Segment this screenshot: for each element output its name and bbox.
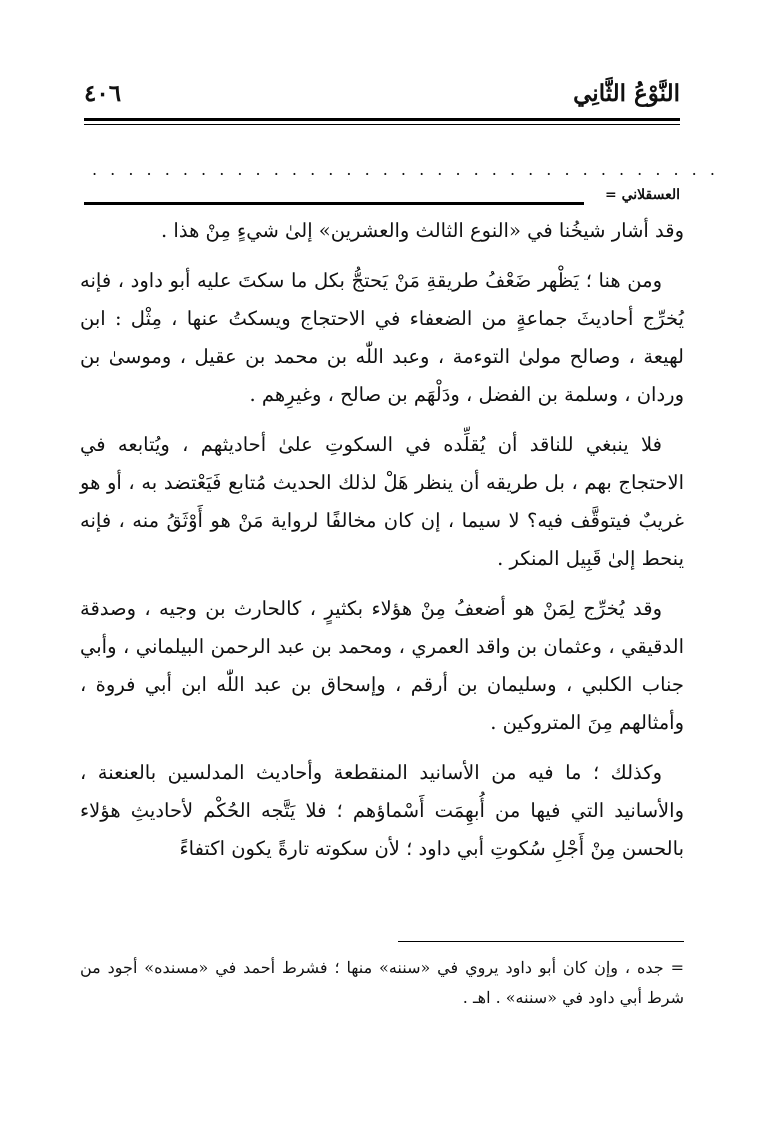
paragraph-5: وكذلك ؛ ما فيه من الأسانيد المنقطعة وأحاديث المدلسين بالعنعنة ، والأسانيد التي فيها من أُبهِمَت أَسْماؤهم ؛ فلا يَتَّجه الحُكْم لأحاديثِ هؤلاء بالحسن مِنْ أَجْلِ سُكوتِ أبي داود ؛ لأن سكوته تارةً يكون اكتفاءً	[80, 761, 684, 860]
header-rule-thin	[84, 124, 680, 125]
ellipsis-dots: . . . . . . . . . . . . . . . . . . . . . . . . . . . . . . . . . . .	[92, 160, 719, 179]
continuation-separator	[84, 187, 680, 209]
paragraph-2: ومن هنا ؛ يَظْهر ضَعْفُ طريقةِ مَنْ يَحتجُّ بكل ما سكتَ عليه أبو داود ، فإنه يُخرِّج أحاديثَ جماعةٍ من الضعفاء في الاحتجاج ويسكتُ عنها ، مِثْل : ابن لهيعة ، وصالح مولىٰ التوءمة ، وعبد اللّٰه بن محمد بن عقيل ، وموسىٰ بن وردان ، وسلمة بن الفضل ، ودَلْهَم بن صالح ، وغيرِهم .	[80, 269, 684, 406]
header-rule-thick	[84, 118, 680, 121]
paragraph-4: وقد يُخرِّج لِمَنْ هو أضعفُ مِنْ هؤلاء بكثيرٍ ، كالحارث بن وجيه ، وصدقة الدقيقي ، وعثمان بن واقد العمري ، ومحمد بن عبد الرحمن البيلماني ، وأبي جناب الكلبي ، وسليمان بن أرقم ، وإسحاق بن عبد اللّٰه ابن أبي فروة ، وأمثالهم مِنَ المتروكين .	[80, 597, 685, 734]
running-header	[84, 78, 680, 116]
separator-label: العسقلاني =	[604, 187, 680, 203]
main-text	[80, 212, 684, 880]
footnote-rule	[398, 941, 684, 942]
chapter-title: النَّوْعُ الثَّانِي	[573, 80, 680, 107]
separator-bar	[84, 202, 584, 205]
page-number: ٤٠٦	[84, 80, 122, 107]
paragraph-3: فلا ينبغي للناقد أن يُقلِّده في السكوتِ علىٰ أحاديثهم ، ويُتابعه في الاحتجاج بهم ، بل طريقه أن ينظر هَلْ لذلك الحديث مُتابع فَيَعْتضد به ، أو هو غريبٌ فيتوقَّف فيه؟ لا سيما ، إن كان مخالفًا لرواية مَنْ هو أَوْثَقُ منه ، فإنه ينحط إلىٰ قَبِيل المنكر .	[80, 433, 684, 570]
footnote-text: = جده ، وإن كان أبو داود يروي في «سننه» منها ؛ فشرط أحمد في «مسنده» أجود من شرط أبي داود في «سننه» . اهـ .	[80, 958, 684, 1007]
paragraph-1: وقد أشار شيخُنا في «النوع الثالث والعشرين» إلىٰ شيءٍ مِنْ هذا .	[161, 219, 684, 242]
footnote	[80, 953, 684, 1013]
